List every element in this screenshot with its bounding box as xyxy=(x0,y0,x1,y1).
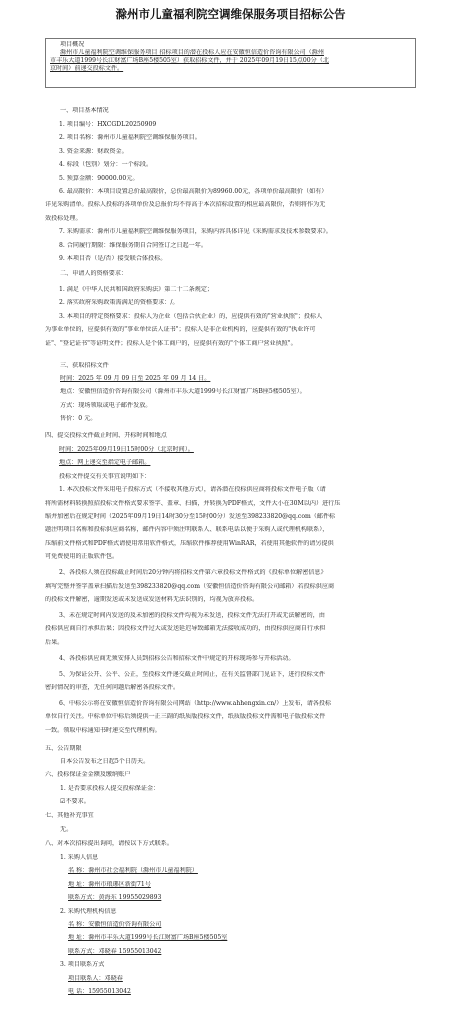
list-item: 3. 资金来源：财政资金。 xyxy=(59,147,128,155)
section-heading: 二、申请人的资格要求： xyxy=(60,270,128,277)
deposit-answer: ☑不要求。 xyxy=(60,798,90,805)
section-heading: 三、获取招标文件 xyxy=(60,362,109,369)
submit-time: 时间：2025年09月19日15时00分（北京时间）。 xyxy=(59,446,194,453)
section-body xyxy=(60,375,420,429)
list-item: 缩并加密后在规定时间（2025年09月19日14时30分至15时00分）发送至398233820@qq.com（邮件标 xyxy=(45,512,336,520)
list-item: 详见采购清单。投标人投标的各项单价及总报价均不得高于本次招标设置的相应最高限价，否则将作为无 xyxy=(45,201,326,209)
section-body xyxy=(45,121,420,268)
list-item: 将所需材料转换照招投标文件格式要求签字、盖章、扫描，并转换为PDF格式，文件大小在30M以内）进行压 xyxy=(45,499,341,507)
list-item: 8. 合同履行期限：维保服务期自合同签订之日起一年。 xyxy=(59,241,207,249)
list-item: 2. 落实政府采购政策需满足的资格要求：/。 xyxy=(59,299,179,307)
list-item: 9. 本项目否（是/否）接受联合体投标。 xyxy=(59,254,167,262)
section-heading: 一、项目基本情况 xyxy=(60,107,109,114)
overview-line: 京时间）前递交投标文件。 xyxy=(50,65,124,72)
list-item: 后果。 xyxy=(45,638,64,646)
list-item: 题注明项目名称和投标供应商名称，邮件内容中须注明联系人、联系电话以便于采购人或代理机构联系）， xyxy=(45,526,329,534)
list-item: 证"、"登记证书"等证明文件；投标人是个体工商户的，应提供有效的"个体工商户营业执照"。 xyxy=(45,339,297,347)
list-item: 1. 满足《中华人民共和国政府采购法》第二十二条规定； xyxy=(59,286,214,293)
buyer-contact: 联系方式：黄海东 19955029893 xyxy=(68,894,162,902)
list-item: 可免费使用的正版软件包。 xyxy=(45,553,119,561)
list-item: 4. 标段（包别）划分：一个标段。 xyxy=(59,161,153,169)
list-item: 5、为保证公开、公平、公正，至投标文件递交截止时间止，在有关监督部门见证下，进行投标文件 xyxy=(59,670,325,678)
contact-block xyxy=(60,854,420,1001)
list-item: 3、未在规定时间内发送的及未加密的投标文件均视为未发送，投标文件无法打开或无法解密的，由 xyxy=(59,611,325,619)
list-item: 2、各投标人须在投标截止时间后20分钟内将招标文件第六章投标文件格式的《投标单位解密信息》 xyxy=(59,569,327,577)
overview-heading: 项目概况 xyxy=(60,41,85,48)
list-item: 1. 本次投标文件采用电子投标方式（不接收其他方式），请各潜在投标供应商将投标文件电子版（请 xyxy=(59,486,326,494)
section-body xyxy=(45,286,420,353)
acquire-place: 地点：安徽恒信造价咨询有限公司（滁州市丰乐大道1999号长江财富广场B座5楼505室）。 xyxy=(60,388,306,396)
overview-line: 滁州市儿童福利院空调维保服务项目 招标项目的潜在投标人应在安徽恒信造价咨询有限公司（滁州 xyxy=(60,49,324,56)
section-heading: 八、对本次招标提出询问，请按以下方式联系。 xyxy=(45,840,173,847)
acquire-method: 方式：现场领取或电子邮件发放。 xyxy=(60,401,152,409)
list-item: 投标供应商自行承担后果；因投标文件过大或发送延迟导致邮箱无法接收成功的，由投标供应商自行承担 xyxy=(45,625,326,633)
list-item: 1. 项目编号：HXCGDL20250909 xyxy=(59,121,157,128)
section-heading: 六、投标保证金金额及缴纳账户 xyxy=(45,771,131,778)
submit-note: 投标文件提交有关事宜说明如下： xyxy=(59,472,151,480)
deposit-question: 1. 是否要求投标人提交投标保证金： xyxy=(60,785,160,792)
buyer-address: 地 址：滁州市琅琊区新街71号 xyxy=(68,880,151,888)
list-item: 4、各投标供应商无须安排人员到招标公告和招标文件中规定的开标现场参与开标活动。 xyxy=(59,654,295,662)
list-item: 填写完整并签字盖章扫描后发送至398233820@qq.com（安徽恒信造价咨询有限公司邮箱）若投标供应商 xyxy=(45,582,335,590)
list-item: 3. 本项目的特定资格要求：投标人为企业（包括合伙企业）的，应提供有效的"营业执照"；投标人 xyxy=(59,312,323,320)
section-body xyxy=(45,446,420,740)
agency-name: 名 称：安徽恒信造价咨询有限公司 xyxy=(68,920,162,928)
page-title: 滁州市儿童福利院空调维保服务项目招标公告 xyxy=(115,7,346,21)
notice-period: 自本公告发布之日起5个日历天。 xyxy=(60,758,150,765)
project-contact-heading: 3. 项目联系方式 xyxy=(60,961,105,969)
list-item: 一致。领取中标通知书时递交至代理机构。 xyxy=(45,726,161,734)
list-item: 2. 项目名称：滁州市儿童福利院空调维保服务项目。 xyxy=(59,134,201,142)
buyer-name: 名 称：滁州市社会福利院（滁州市儿童福利院） xyxy=(68,867,198,875)
list-item: 效投标处理。 xyxy=(45,214,82,222)
section-heading: 五、公告期限 xyxy=(45,745,82,752)
list-item: 的投标文件解密，逾期发送或未发送成发送材料无法识别的，均视为放弃投标。 xyxy=(45,595,259,603)
list-item: 为事业单位的，应提供有效的"事业单位法人证书"；投标人是非企业机构的，应提供有效的"执业许可 xyxy=(45,326,316,334)
supplement-text: 无。 xyxy=(60,826,73,833)
agency-address: 地 址：滁州市丰乐大道1999号长江财富广场B座5楼505室 xyxy=(68,934,228,942)
list-item: 密封情况的审查，无任何问题后解密各投标文件。 xyxy=(45,684,180,692)
overview-box xyxy=(45,38,416,88)
list-item: 单位自行关注。中标单位中标后须提供一正三副的纸质版投标文件，纸质版投标文件需和电子版投标文件 xyxy=(45,713,326,721)
overview-line: 市丰乐大道1999号长江财富广场B座5楼505室）获取招标文件，并于 2025年09月19日15点00分（北 xyxy=(50,57,329,64)
agency-contact: 联系方式：邓晓春 15955013042 xyxy=(68,947,162,955)
submit-place: 地点：网上递交至指定电子邮箱。 xyxy=(59,459,151,467)
list-item: 6、中标公示将在安徽恒信造价咨询有限公司网站（http://www.ahhengxin.cn/）上发布，请各投标 xyxy=(59,700,332,708)
agency-heading: 2. 采购代理机构信息 xyxy=(60,907,117,915)
section-heading: 四、提交投标文件截止时间、开标时间和地点 xyxy=(45,432,167,439)
list-item: 5. 预算金额：90000.00元。 xyxy=(59,174,139,182)
section-heading: 七、其他补充事宜 xyxy=(45,812,94,819)
acquire-price: 售价：0 元。 xyxy=(60,415,97,423)
project-contact-person: 项目联系人：邓晓春 xyxy=(68,974,123,982)
buyer-heading: 1. 采购人信息 xyxy=(60,854,99,861)
acquire-time: 时间：2025 年 09 月 09 日至 2025 年 09 月 14 日。 xyxy=(60,375,211,382)
list-item: 7. 采购需求：滁州市儿童福利院空调维保服务项目，采购内容具体详见《采购需求及技术参数要求》。 xyxy=(59,228,332,236)
list-item: 6. 最高限价：本项目设置总价最高限价，总价最高限价为89960.00元，各项单价最高限价（如有） xyxy=(59,187,328,195)
list-item: 压缩前文件格式和PDF格式请使用常用软件格式，压缩软件推荐使用WinRAR，若使用其他软件的请另提供 xyxy=(45,539,334,547)
project-contact-phone: 电 话：15955013042 xyxy=(68,987,131,995)
